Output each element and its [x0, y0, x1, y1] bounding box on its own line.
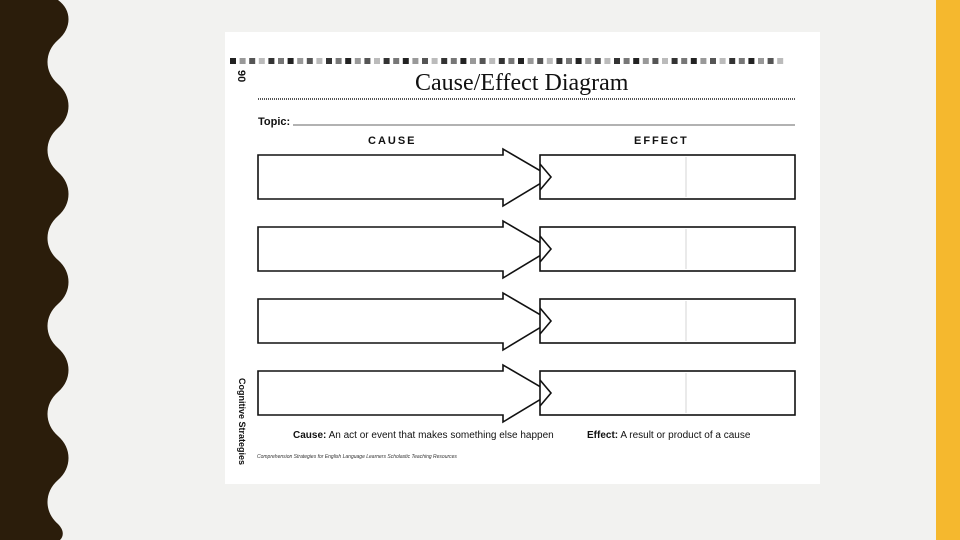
cause-arrow[interactable] [258, 365, 551, 422]
effect-box[interactable] [540, 371, 795, 415]
border-square [355, 58, 361, 64]
border-square [489, 58, 495, 64]
border-square [499, 58, 505, 64]
cause-definition-text: An act or event that makes something else happen [328, 430, 554, 441]
decorative-wavy-band [0, 0, 80, 540]
border-square [547, 58, 553, 64]
border-square [508, 58, 514, 64]
border-square [259, 58, 265, 64]
side-label: Cognitive Strategies [237, 378, 247, 466]
border-square [345, 58, 351, 64]
worksheet-title: Cause/Effect Diagram [415, 70, 629, 96]
border-square [777, 58, 783, 64]
border-square [624, 58, 630, 64]
border-square [432, 58, 438, 64]
cause-effect-rows [258, 149, 795, 422]
topic-label: Topic: [258, 116, 291, 128]
border-square [278, 58, 284, 64]
border-square [230, 58, 236, 64]
border-square [710, 58, 716, 64]
border-square [643, 58, 649, 64]
cause-arrow[interactable] [258, 149, 551, 206]
border-square [326, 58, 332, 64]
effect-definition [587, 430, 750, 441]
border-square [384, 58, 390, 64]
border-square [537, 58, 543, 64]
border-square [748, 58, 754, 64]
effect-header: EFFECT [634, 135, 689, 147]
border-square [528, 58, 534, 64]
border-square [672, 58, 678, 64]
border-square [691, 58, 697, 64]
border-square [480, 58, 486, 64]
border-square [412, 58, 418, 64]
border-square [758, 58, 764, 64]
border-square [316, 58, 322, 64]
citation: Comprehension Strategies for English Language Learners Scholastic Teaching Resources [257, 454, 457, 460]
border-square [441, 58, 447, 64]
border-square [451, 58, 457, 64]
cause-header: CAUSE [368, 135, 417, 147]
border-square [268, 58, 274, 64]
border-square [307, 58, 313, 64]
border-square [249, 58, 255, 64]
border-square [681, 58, 687, 64]
border-square [576, 58, 582, 64]
worksheet-graphics [225, 32, 820, 484]
effect-box[interactable] [540, 227, 795, 271]
border-square [374, 58, 380, 64]
border-square [614, 58, 620, 64]
cause-arrow[interactable] [258, 293, 551, 350]
border-square [297, 58, 303, 64]
border-square [652, 58, 658, 64]
cause-arrow[interactable] [258, 221, 551, 278]
border-square [633, 58, 639, 64]
cause-definition-term: Cause: [293, 430, 327, 441]
border-square [393, 58, 399, 64]
border-square [364, 58, 370, 64]
border-square [595, 58, 601, 64]
border-square [240, 58, 246, 64]
border-square [470, 58, 476, 64]
border-square [662, 58, 668, 64]
border-square [585, 58, 591, 64]
border-square [566, 58, 572, 64]
border-square [460, 58, 466, 64]
border-square [604, 58, 610, 64]
border-square [768, 58, 774, 64]
decorative-square-border [230, 58, 783, 64]
border-square [720, 58, 726, 64]
border-square [422, 58, 428, 64]
border-square [336, 58, 342, 64]
border-square [518, 58, 524, 64]
border-square [700, 58, 706, 64]
cause-effect-worksheet [225, 32, 820, 484]
border-square [403, 58, 409, 64]
effect-box[interactable] [540, 155, 795, 199]
accent-bar [936, 0, 960, 540]
border-square [288, 58, 294, 64]
effect-definition-text: A result or product of a cause [620, 430, 751, 441]
effect-box[interactable] [540, 299, 795, 343]
effect-definition-term: Effect: [587, 430, 619, 441]
border-square [556, 58, 562, 64]
border-square [739, 58, 745, 64]
border-square [729, 58, 735, 64]
cause-definition [293, 430, 554, 441]
page-number: 90 [235, 70, 247, 83]
